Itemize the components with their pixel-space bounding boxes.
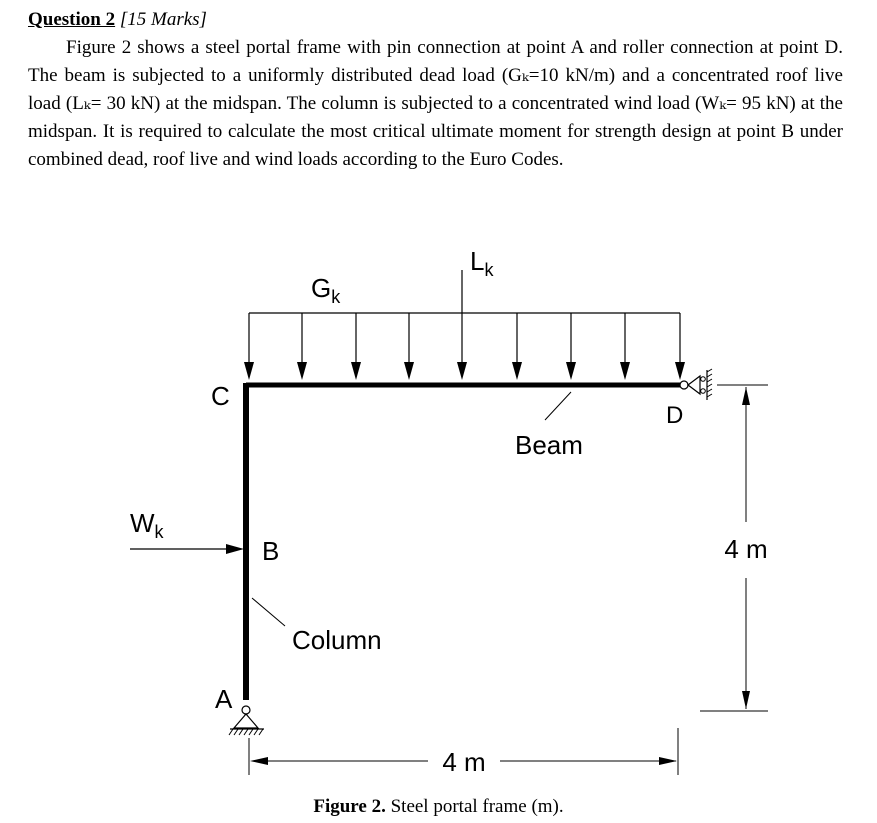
label-span-dimension: 4 m xyxy=(442,747,486,777)
question-body: Figure 2 shows a steel portal frame with pin connection at point A and roller connection at point D. The beam is subjected to a uniformly distributed dead load (Gₖ=10 kN/m) and a concentrated roof live load (Lₖ= 30 kN) at the midspan. The column is subjected to a concentrated wind load (Wₖ= 95 kN) at the midspan. It is required to calculate the most critical ultimate moment for strength design at point B under combined dead, roof live and wind loads according to the Euro Codes. xyxy=(28,37,843,170)
label-gk-sub: k xyxy=(331,287,341,307)
label-point-d: D xyxy=(666,402,684,429)
label-point-a: A xyxy=(215,684,233,714)
label-lk-main: L xyxy=(470,246,485,276)
udl-arrow xyxy=(404,313,414,380)
point-load-lk-arrow xyxy=(457,270,467,380)
udl-arrow xyxy=(297,313,307,380)
label-height-dimension: 4 m xyxy=(724,534,768,564)
label-wk-sub: k xyxy=(154,522,164,542)
label-point-c: C xyxy=(211,381,230,411)
label-lk xyxy=(470,246,494,280)
label-lk-sub: k xyxy=(484,260,494,280)
question-marks: [15 Marks] xyxy=(119,9,207,30)
udl-arrow xyxy=(351,313,361,380)
roller-support-d xyxy=(680,369,712,400)
udl-arrow xyxy=(620,313,630,380)
question-title: Question 2 xyxy=(28,9,116,30)
label-point-b: B xyxy=(262,536,280,566)
label-beam: Beam xyxy=(515,430,583,460)
wind-load-arrow xyxy=(130,544,244,554)
figure-caption-text: Steel portal frame (m). xyxy=(385,796,564,817)
udl-arrow xyxy=(244,313,254,380)
column-leader-line xyxy=(252,598,285,626)
figure-caption xyxy=(0,796,877,818)
figure-caption-number: Figure 2. xyxy=(313,796,386,817)
label-wk-main: W xyxy=(130,508,155,538)
label-gk xyxy=(311,273,341,307)
udl-arrow xyxy=(675,313,685,380)
udl-arrow xyxy=(512,313,522,380)
label-column: Column xyxy=(292,625,382,655)
pin-support-a xyxy=(229,706,264,735)
beam-leader-line xyxy=(545,392,571,420)
label-wk xyxy=(130,508,165,542)
label-gk-main: G xyxy=(311,273,332,303)
udl-arrow xyxy=(566,313,576,380)
